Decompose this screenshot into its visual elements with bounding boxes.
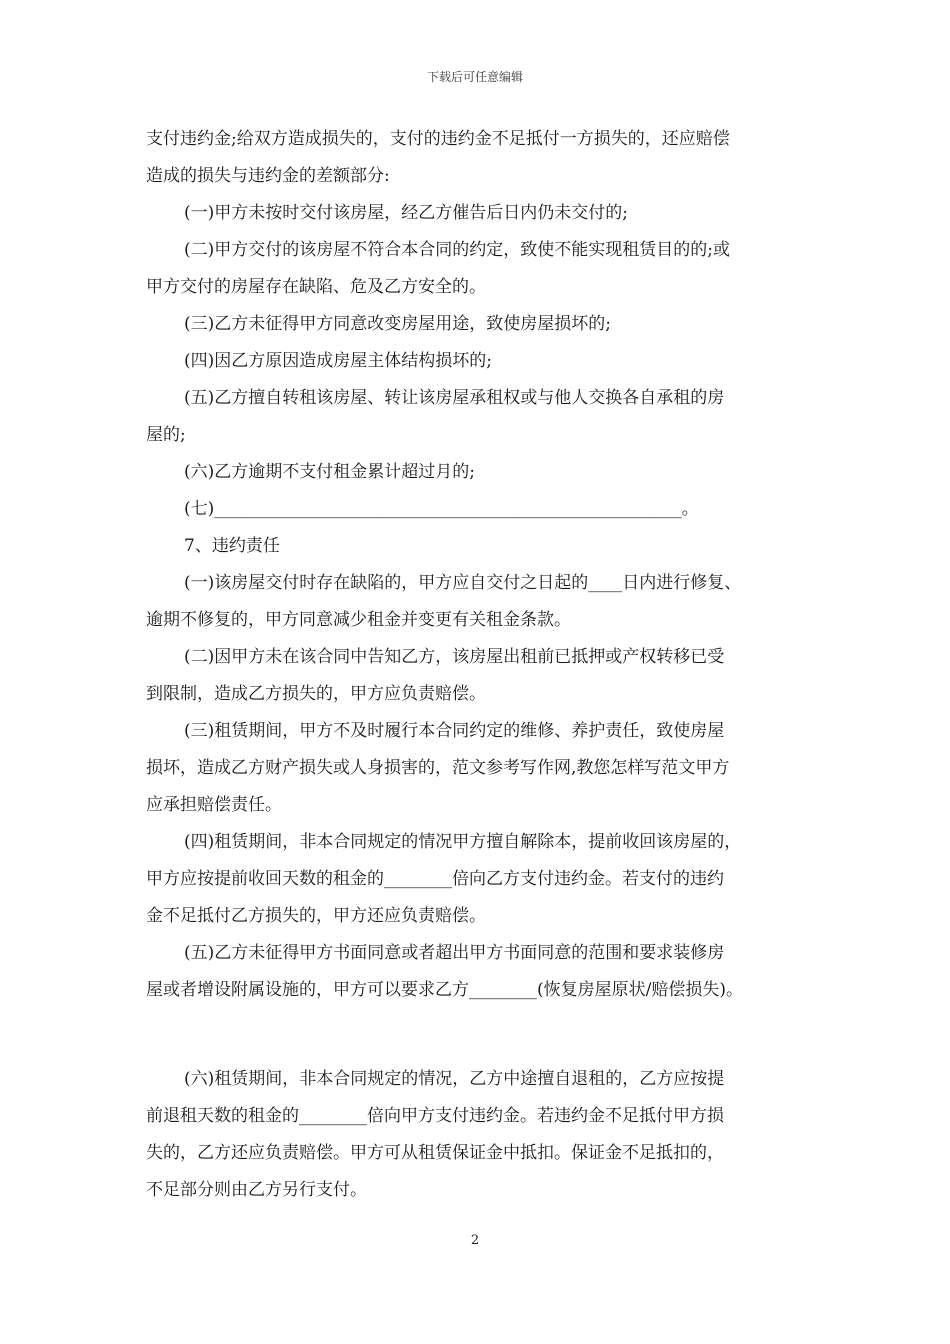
body-line: 应承担赔偿责任。 bbox=[146, 795, 282, 815]
clause-item: (一)该房屋交付时存在缺陷的，甲方应自交付之日起的____日内进行修复、 bbox=[184, 573, 742, 593]
clause-item: (四)租赁期间，非本合同规定的情况甲方擅自解除本，提前收回该房屋的， bbox=[184, 832, 742, 852]
body-line: 屋的; bbox=[146, 425, 186, 445]
body-line: 前退租天数的租金的________倍向甲方支付违约金。若违约金不足抵付甲方损 bbox=[146, 1106, 724, 1126]
body-line: 屋或者增设附属设施的，甲方可以要求乙方________(恢复房屋原状/赔偿损失)。 bbox=[146, 980, 743, 1000]
body-line: 损坏，造成乙方财产损失或人身损害的，范文参考写作网,教您怎样写范文甲方 bbox=[146, 758, 730, 778]
body-line: 不足部分则由乙方另行支付。 bbox=[146, 1180, 367, 1200]
body-line: 造成的损失与违约金的差额部分: bbox=[146, 166, 390, 186]
section-heading: 7、违约责任 bbox=[184, 536, 280, 556]
clause-item: (二)因甲方未在该合同中告知乙方，该房屋出租前已抵押或产权转移已受 bbox=[184, 647, 725, 667]
clause-item: (四)因乙方原因造成房屋主体结构损坏的; bbox=[184, 351, 492, 371]
clause-item: (五)乙方未征得甲方书面同意或者超出甲方书面同意的范围和要求装修房 bbox=[184, 943, 725, 963]
document-body bbox=[146, 124, 822, 1212]
clause-item: (六)租赁期间，非本合同规定的情况，乙方中途擅自退租的，乙方应按提 bbox=[184, 1069, 725, 1089]
clause-item: (五)乙方擅自转租该房屋、转让该房屋承租权或与他人交换各自承租的房 bbox=[184, 388, 725, 408]
clause-item: (一)甲方未按时交付该房屋，经乙方催告后日内仍未交付的; bbox=[184, 203, 628, 223]
clause-item: (二)甲方交付的该房屋不符合本合同的约定，致使不能实现租赁目的的;或 bbox=[184, 240, 730, 260]
body-line: 支付违约金;给双方造成损失的，支付的违约金不足抵付一方损失的，还应赔偿 bbox=[146, 129, 730, 149]
clause-item: (六)乙方逾期不支付租金累计超过月的; bbox=[184, 462, 475, 482]
body-line: 失的，乙方还应负责赔偿。甲方可从租赁保证金中抵扣。保证金不足抵扣的， bbox=[146, 1143, 724, 1163]
body-line: 甲方交付的房屋存在缺陷、危及乙方安全的。 bbox=[146, 277, 486, 297]
paragraph-gap bbox=[146, 1012, 822, 1064]
body-line: 逾期不修复的，甲方同意减少租金并变更有关租金条款。 bbox=[146, 610, 571, 630]
clause-item: (三)乙方未征得甲方同意改变房屋用途，致使房屋损坏的; bbox=[184, 314, 611, 334]
body-line: 金不足抵付乙方损失的，甲方还应负责赔偿。 bbox=[146, 906, 486, 926]
body-line: 甲方应按提前收回天数的租金的________倍向乙方支付违约金。若支付的违约 bbox=[146, 869, 724, 889]
clause-item: (七)_______________________________________________________。 bbox=[184, 499, 699, 519]
page-number: 2 bbox=[470, 1233, 480, 1248]
body-line: 到限制，造成乙方损失的，甲方应负责赔偿。 bbox=[146, 684, 486, 704]
clause-item: (三)租赁期间，甲方不及时履行本合同约定的维修、养护责任，致使房屋 bbox=[184, 721, 725, 741]
page-header: 下载后可任意编辑 bbox=[426, 70, 523, 84]
